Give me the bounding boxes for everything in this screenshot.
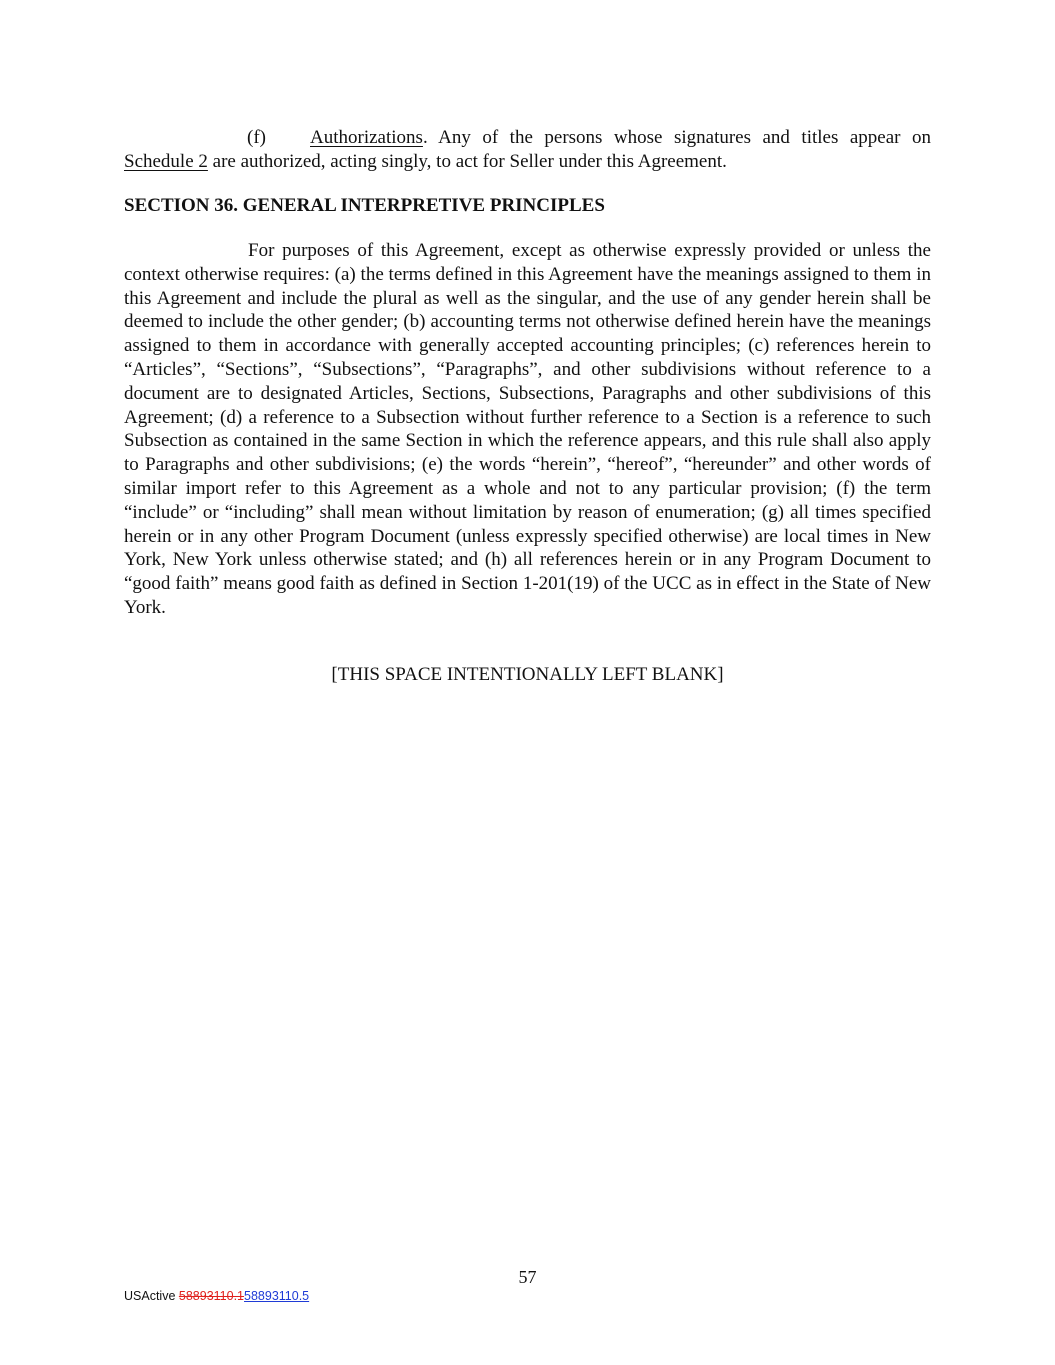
section-36-heading: SECTION 36. GENERAL INTERPRETIVE PRINCIPLES (124, 195, 605, 216)
footer-deleted-id: 58893110.1 (178, 1289, 245, 1303)
blank-space-notice: [THIS SPACE INTENTIONALLY LEFT BLANK] (331, 664, 724, 685)
clause-text: . Any of the persons whose signatures and titles appear on (422, 127, 931, 148)
footer-prefix: USActive (124, 1289, 179, 1303)
footer-inserted-id: 58893110.5 (244, 1289, 310, 1303)
clause-text-end: are authorized, acting singly, to act for Seller under this Agreement. (207, 150, 727, 172)
clause-label: (f) (247, 127, 266, 148)
section-35f-paragraph (124, 126, 931, 174)
section-36-body (124, 239, 931, 620)
section-36-paragraph: For purposes of this Agreement, except as otherwise expressly provided or unless the context otherwise requires: (a) the terms defined in this Agreement have the meanings assigned to them in this Agreement and include the plural as well as the singular, and the use of any gender herein shall be deemed to include the other gender; (b) accounting terms not otherwise defined herein have the meanings assigned to them in accordance with generally accepted accounting principles; (c) references herein to “Articles”, “Sections”, “Subsections”, “Paragraphs”, and other subdivisions without reference to a document are to designated Articles, Sections, Subsections, Paragraphs and other subdivisions of this Agreement; (d) a reference to a Subsection without further reference to a Section is a reference to such Subsection as contained in the same Section in which the reference appears, and this rule shall also apply to Paragraphs and other subdivisions; (e) the words “herein”, “hereof”, “hereunder” and other words of similar import refer to this Agreement as a whole and not to any particular provision; (f) the term “include” or “including” shall mean without limitation by reason of enumeration; (g) all times specified herein or in any other Program Document (unless expressly specified otherwise) are local times in New York, New York unless otherwise stated; and (h) all references herein or in any Program Document to “good faith” means good faith as defined in Section 1-201(19) of the UCC as in effect in the State of New York. (124, 240, 931, 618)
schedule-reference: Schedule 2 (124, 150, 208, 172)
document-footer-id (124, 1288, 309, 1304)
clause-title: Authorizations (310, 127, 423, 148)
page-number: 57 (518, 1267, 537, 1287)
